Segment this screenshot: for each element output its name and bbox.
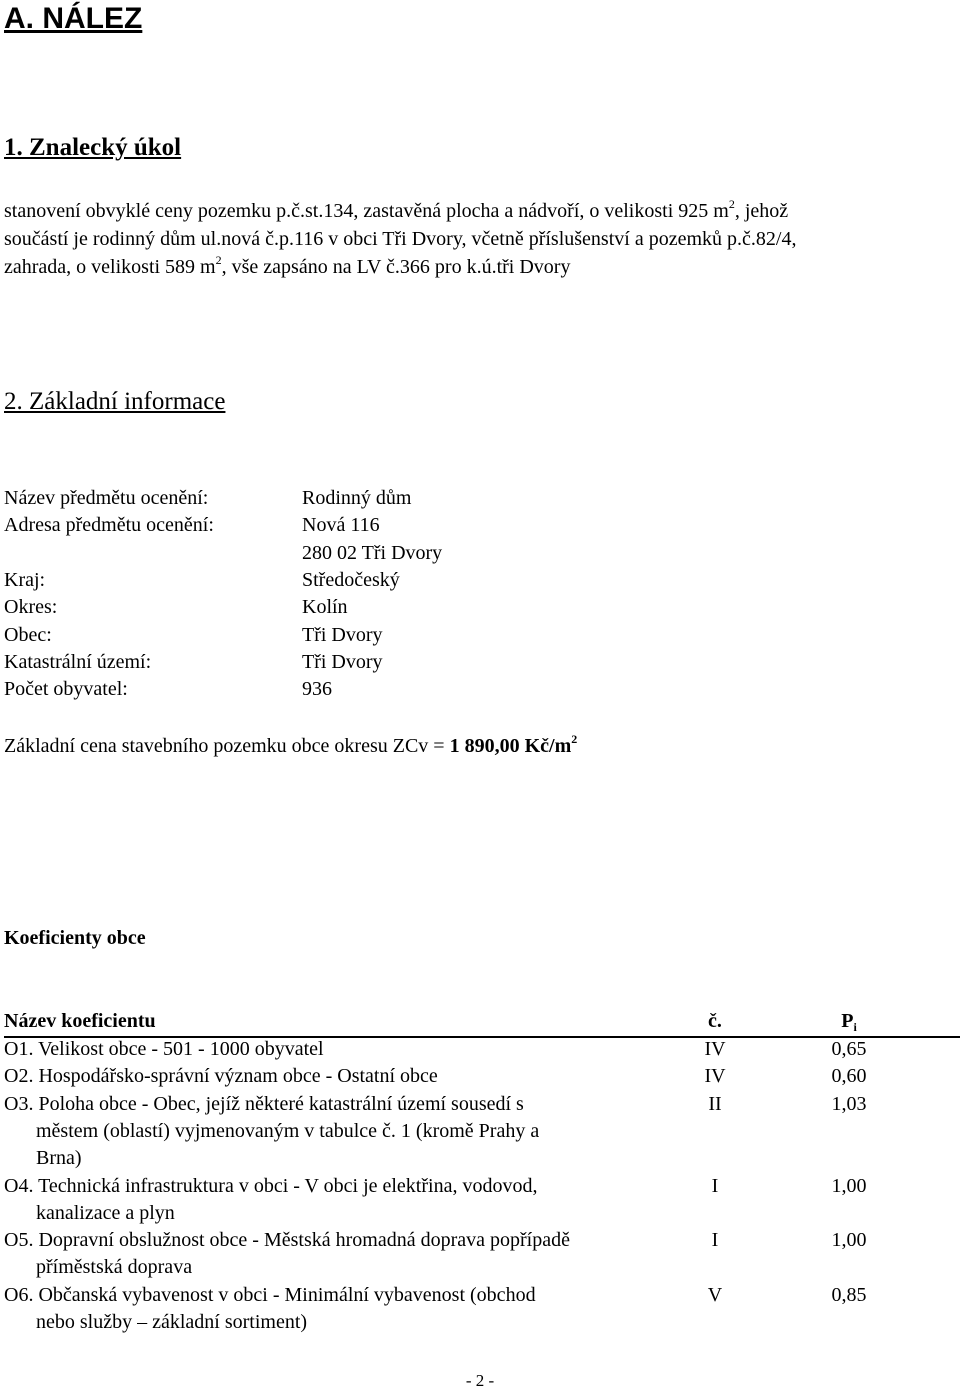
base-price-line [4,733,577,760]
coefficient-row [4,1173,960,1228]
header-coef-value [804,1008,894,1035]
coefficients-header-row [4,1008,960,1038]
section-title-basic-info: 2. Základní informace [4,388,226,415]
coefficient-row [4,1282,960,1337]
coefficient-class: I [711,1174,719,1197]
header-coef-name: Název koeficientu [4,1010,156,1032]
coefficient-value: 0,60 [831,1065,867,1088]
info-label: Okres: [4,596,58,619]
info-label: Počet obyvatel: [4,678,128,701]
coefficient-row [4,1063,960,1090]
info-value: 936 [302,678,332,701]
header-coef-value-sub: i [853,1020,857,1034]
info-value: Tři Dvory [302,650,383,673]
coefficient-name-line: O1. Velikost obce - 501 - 1000 obyvatel [4,1038,324,1060]
coefficient-name [4,1173,649,1227]
task-line-1-sup: 2 [728,197,735,211]
coefficient-value: 0,85 [831,1283,867,1306]
coefficient-name [4,1036,649,1063]
coefficient-name-continuation: nebo služby – základní sortiment) [36,1310,308,1333]
coefficient-name-line: O4. Technická infrastruktura v obci - V obci je elektřina, vodovod, [4,1174,538,1197]
coefficient-name [4,1091,649,1172]
info-label: Název předmětu ocenění: [4,487,209,509]
coefficient-name [4,1227,649,1281]
coefficient-row [4,1091,960,1173]
coefficient-name-line: O6. Občanská vybavenost v obci - Minimální vybavenost (obchod [4,1283,536,1306]
coefficient-class: I [711,1229,719,1252]
coefficient-name-line: O3. Poloha obce - Obec, jejíž některé katastrální území sousedí s [4,1092,524,1115]
task-line-2: součástí je rodinný dům ul.nová č.p.116 v obci Tři Dvory, včetně příslušenství a pozemků p.č.82/4, [4,228,797,250]
coefficient-name [4,1063,649,1090]
header-coef-value-main: P [841,1010,854,1032]
coefficient-value: 1,00 [831,1174,867,1197]
coefficient-name-continuation: Brna) [36,1146,82,1169]
coefficient-row [4,1036,960,1063]
info-label: Adresa předmětu ocenění: [4,514,214,537]
base-price-label: Základní cena stavebního pozemku obce okresu ZCv = [4,735,450,757]
task-line-1-end: , jehož [734,200,789,222]
coefficient-class: V [707,1283,723,1306]
task-line-3-text: zahrada, o velikosti 589 m [4,256,216,278]
info-value: Kolín [302,596,348,619]
page-number: - 2 - [465,1371,495,1390]
coefficient-name-line: O2. Hospodářsko-správní význam obce - Ostatní obce [4,1065,438,1088]
coefficient-class: IV [704,1038,726,1060]
section-title-task: 1. Znalecký úkol [4,134,182,161]
coefficient-row [4,1227,960,1282]
coefficient-value: 1,03 [831,1092,867,1115]
coefficient-name-continuation: příměstská doprava [36,1256,193,1279]
base-price-value: 1 890,00 Kč/m [449,735,572,757]
task-line-3 [4,253,571,279]
header-coef-class: č. [708,1010,722,1032]
page-heading: A. NÁLEZ [4,2,143,35]
task-line-1 [4,197,789,223]
coefficients-title: Koeficienty obce [4,927,146,949]
coefficient-value: 1,00 [831,1229,867,1252]
coefficient-name-continuation: kanalizace a plyn [36,1201,175,1224]
info-value: Tři Dvory [302,623,383,646]
info-label: Kraj: [4,568,46,591]
task-line-3-sup: 2 [215,253,222,267]
coefficient-class: IV [704,1065,726,1088]
info-label: Obec: [4,623,52,646]
info-label: Katastrální území: [4,650,152,673]
coefficient-name [4,1282,649,1336]
coefficient-class: II [708,1092,722,1115]
coefficient-value: 0,65 [831,1038,867,1060]
info-value: Rodinný dům [302,487,412,509]
coefficient-name-continuation: městem (oblastí) vyjmenovaným v tabulce č. 1 (kromě Prahy a [36,1119,540,1142]
info-value: Středočeský [302,568,400,591]
task-line-3-end: , vše zapsáno na LV č.366 pro k.ú.tři Dvory [221,256,571,278]
base-price-unit-sup: 2 [571,732,578,746]
info-value: Nová 116 [302,514,380,537]
coefficient-name-line: O5. Dopravní obslužnost obce - Městská hromadná doprava popřípadě [4,1229,570,1252]
task-line-1-text: stanovení obvyklé ceny pozemku p.č.st.134, zastavěná plocha a nádvoří, o velikosti 925 m [4,200,729,222]
info-value: 280 02 Tři Dvory [302,541,443,564]
